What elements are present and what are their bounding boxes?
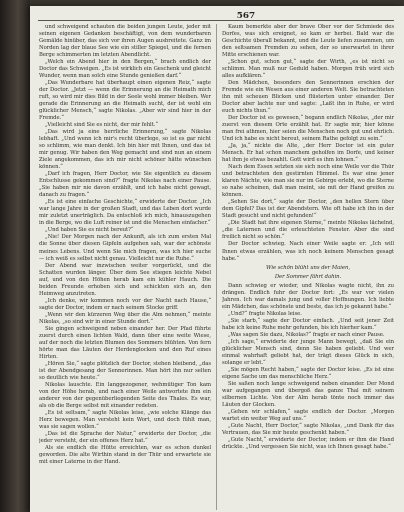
paragraph: Sie gingen schweigend neben einander her. Der Pfad führte zuerst durch einen lichten Wald, dann über eine weite Wiese, auf der noch die letzten Blumen des Sommers blühten. Von fern hörte man das Läuten der Herdenglocken und den Ruf eines Hirten. xyxy=(39,325,211,360)
paragraph: „Das wird ja eine herrliche Erinnerung,“ sagte Nikolas lebhaft. „Und wenn ich mir's recht überlege, so ist es gar nicht so schlimm, wie man denkt. Ich bin hier mit Ihnen, und das ist mir genug. Wir haben den Weg gemacht und sind nun an einem Ziele angekommen, das ich mir nicht schöner hätte wünschen können.“ xyxy=(39,129,211,171)
paragraph: „Ich denke, wir kommen noch vor der Nacht nach Hause,“ sagte der Doctor, indem er nach seinem Stocke griff. xyxy=(39,297,211,311)
paragraph: „Die Stadt hat ihre eigenen Sterne,“ meinte Nikolas lächelnd, „die Laternen und die erleuchteten Fenster. Aber die sind freilich nicht so schön.“ xyxy=(222,220,394,241)
header-rule xyxy=(38,20,394,21)
paragraph: „Es ist eine einfache Geschichte,“ erwiderte der Doctor. „Ich war lange Jahre in der großen Stadt, und das Leben dort wurde mir zuletzt unerträglich. Da entschloß ich mich, hinauszugehen in die Berge, wo die Luft reiner ist und die Menschen einfacher.“ xyxy=(39,199,211,227)
paragraph: „Welch ein Abend hier in den Bergen,“ brach endlich der Doctor das Schweigen. „Es ist wirklich ein Geschenk und gleicht Wunder, wenn man solch eine Stunde genießen darf.“ xyxy=(39,59,211,80)
paragraph: „Und?“ fragte Nikolas leise. xyxy=(228,310,302,317)
left-column xyxy=(39,24,211,510)
paragraph: „Sehen Sie dort,“ sagte der Doctor, „den hellen Stern über dem Gipfel? Das ist der Abendstern. Wie oft habe ich ihn in der Stadt gesucht und nicht gefunden!“ xyxy=(222,199,394,220)
paragraph: „Darf ich fragen, Herr Doctor, wie Sie eigentlich zu diesem Entschlusse gekommen sind?“ fragte Nikolas nach einer Pause. „Sie haben mir nie davon erzählt, und ich habe nicht gewagt, danach zu fragen.“ xyxy=(39,171,211,199)
paragraph: Der Doctor ist es gewesen,“ begann endlich Nikolas, „der mir zuerst von diesem Orte erzählt hat. Er sagte mir, hier könne man frei athmen, hier seien die Menschen noch gut und ehrlich. Und ich habe es nicht bereut, seinem Rathe gefolgt zu sein.“ xyxy=(222,115,394,143)
paragraph: Nikolas lauschte. Ein langgezogener, wehmütiger Ton kam von der Höhe herab, und nach einer Weile antwortete ihm ein anderer von der gegenüberliegenden Seite des Thales. Es war, als ob die Berge selbst mit einander redeten. xyxy=(39,381,211,409)
paragraph: „Es ist seltsam,“ sagte Nikolas leise, „wie solche Klänge das Herz bewegen. Man versteht kein Wort, und doch fühlt man, was sie sagen wollen.“ xyxy=(39,409,211,430)
paragraph: „Ich sage,“ erwiderte der junge Mann bewegt, „daß Sie ein glücklicher Mensch sind, denn Sie haben geliebt. Und wer einmal wahrhaft geliebt hat, der trägt dieses Glück in sich, solange er lebt.“ xyxy=(222,338,394,366)
paragraph: Der Doctor schwieg. Nach einer Weile sagte er: „Ich will Ihnen etwas erzählen, was ich noch keinem Menschen gesagt habe.“ xyxy=(222,241,394,262)
paragraph: „Und haben Sie es nicht bereut?“ xyxy=(45,227,134,234)
paragraph: Sie saßen noch lange schweigend neben einander. Der Mond war aufgegangen und übergoß das ganze Thal mit seinem silbernen Lichte. Von der Alm herab tönte noch immer das Läuten der Glocken. xyxy=(222,380,394,408)
paragraph: und schweigend schauten die beiden jungen Leute, jeder mit seinen eigenen Gedanken beschäftigt, von dem wunderbaren Gemälde hinüber, das sich vor ihren Augen ausbreitete. Ganz im Norden lag der blaue See wie ein stiller Spiegel, und die fernen Berge schimmerten im letzten Abendlicht. xyxy=(39,24,211,59)
paragraph: Der Abend war inzwischen weiter vorgerückt, und die Schatten wurden länger. Über dem See stiegen leichte Nebel auf, und von den Höhen herab kam ein kühler Hauch. Die beiden Freunde erhoben sich und schickten sich an, den Heimweg anzutreten. xyxy=(39,262,211,297)
paragraph: „Was sagen Sie dazu, Nikolas?“ fragte er nach einer Pause. xyxy=(228,331,385,338)
paragraph: „Gehen wir schlafen,“ sagte endlich der Doctor. „Morgen wartet ein weiter Weg auf uns.“ xyxy=(222,408,394,422)
paragraph: „Nie! Der Morgen nach der Ankunft, als ich zum ersten Mal die Sonne über diesen Gipfeln aufgehen sah, war der schönste meines Lebens. Und wenn Sie mich fragen, was ich hier suche — ich weiß es selbst nicht genau. Vielleicht nur die Ruhe.“ xyxy=(39,234,211,262)
book-page xyxy=(30,6,404,512)
paragraph: Als sie endlich die Hütte erreichten, war es schon dunkel geworden. Die alte Wirthin stand in der Thür und erwartete sie mit einer Laterne in der Hand. xyxy=(39,444,211,465)
paragraph: Nach dem Essen setzten sie sich noch eine Weile vor die Thür und betrachteten den gestirnten Himmel. Es war eine jener klaren Nächte, wie man sie nur im Gebirge erlebt, wo die Sterne so nahe scheinen, daß man meint, sie mit der Hand greifen zu können. xyxy=(222,164,394,199)
paragraph: „Wenn wir den kürzeren Weg über die Alm nehmen,“ meinte Nikolas, „so sind wir in einer Stunde dort.“ xyxy=(39,311,211,325)
column-divider xyxy=(216,24,217,510)
paragraph: Kaum bemerkte aber der brave Ober vor der Schmiede des Dorfes, was sich ereignet, so kam er herbei. Bald war die Geschichte überall bekannt, und die Leute liefen zusammen, um den seltsamen Fremden zu sehen, der so unerwartet in ihrer Mitte erschienen war. xyxy=(222,24,394,59)
paragraph: „Sie mögen Recht haben,“ sagte der Doctor leise. „Es ist eine eigene Sache um das menschliche Herz.“ xyxy=(222,366,394,380)
verse-line: Der Sommer fährt dahin. xyxy=(274,273,342,280)
right-column xyxy=(222,24,394,510)
verse-line: Wie schön blüht uns der Maien, xyxy=(266,264,350,271)
paragraph: „Das Wunderbare hat überhaupt einen eigenen Reiz,“ sagte der Doctor. „Jetzt — wenn die Erinnerung an die Heimath mich ruft, so wird mir dies Bild in der Seele wohl immer bleiben. Wer gerade die Erinnerung an die Heimath sucht, der ist wohl ein glücklicher Mensch,“ sagte Nikolas. „Aber wir sind hier in der Fremde.“ xyxy=(39,80,211,122)
paragraph: Den Mädchen, besonders den Sennerinnen erschien der Fremde wie ein Wesen aus einer anderen Welt. Sie betrachteten ihn mit scheuen Blicken und flüsterten unter einander. Der Doctor aber lachte nur und sagte: „Laßt ihn in Ruhe, er wird euch nichts thun.“ xyxy=(222,80,394,115)
book-gutter xyxy=(0,0,30,512)
page-number: 567 xyxy=(236,10,256,20)
paragraph: „Hören Sie,“ sagte plötzlich der Doctor, stehen bleibend, „das ist der Abendgesang der Sennerinnen. Man hört ihn nur selten so deutlich wie heute.“ xyxy=(39,360,211,381)
paragraph: „Gute Nacht, Herr Doctor,“ sagte Nikolas, „und Dank für das Vertrauen, das Sie mir heute geschenkt haben.“ xyxy=(222,422,394,436)
paragraph: „Das ist die Sprache der Natur,“ erwiderte der Doctor, „die jeder versteht, der ein offenes Herz hat.“ xyxy=(39,430,211,444)
paragraph: „Ja, ja,“ nickte die Alte, „der Herr Doctor ist ein guter Mensch. Er hat schon manchem geholfen im Dorfe, und keiner hat ihm je etwas bezahlt. Gott wird es ihm lohnen.“ xyxy=(222,143,394,164)
paragraph: „Schon gut, schon gut,“ sagte der Wirth, „es ist nicht so schlimm. Man muß nur Geduld haben. Morgen früh wird sich alles aufklären.“ xyxy=(222,59,394,80)
paragraph: „Vielleicht sind Sie es nicht, der mir fehlt.“ xyxy=(45,122,159,129)
paragraph: Dann schwieg er wieder, und Nikolas wagte nicht, ihn zu drängen. Endlich fuhr der Doctor fort: „Es war vor vielen Jahren. Ich war damals jung und voller Hoffnungen. Ich liebte ein Mädchen, das schönste und beste, das ich je gekannt habe.“ xyxy=(222,282,394,310)
paragraph: „Gute Nacht,“ erwiderte der Doctor, indem er ihm die Hand drückte. „Und vergessen Sie nicht, was ich Ihnen gesagt habe.“ xyxy=(222,436,394,450)
paragraph: „Sie starb,“ sagte der Doctor einfach. „Und seit jener Zeit habe ich keine Ruhe mehr gefunden, bis ich hierher kam.“ xyxy=(222,317,394,331)
